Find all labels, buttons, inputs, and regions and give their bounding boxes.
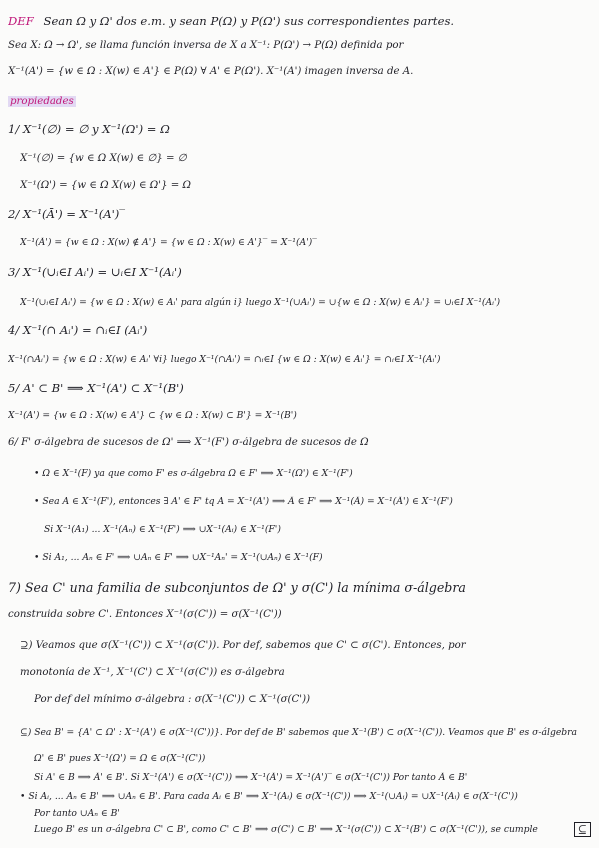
property-1: 1/ X⁻¹(∅) = ∅ y X⁻¹(Ω') = Ω bbox=[8, 122, 170, 136]
property-7-proof-c: Por def del mínimo σ-álgebra : σ(X⁻¹(C')) ⊂ X⁻¹(σ(C')) bbox=[34, 694, 311, 705]
definition-line-1 bbox=[8, 14, 593, 28]
property-2-proof: X⁻¹(Ā') = {w ∈ Ω : X(w) ∉ A'} = {w ∈ Ω : X(w) ∈ A'}‾ = X⁻¹(A')‾ bbox=[20, 237, 317, 248]
properties-heading bbox=[8, 96, 593, 107]
property-6: 6/ F' σ-álgebra de sucesos de Ω' ⟹ X⁻¹(F') σ-álgebra de sucesos de Ω bbox=[8, 437, 369, 448]
property-3: 3/ X⁻¹(∪ᵢ∈I Aᵢ') = ∪ᵢ∈I X⁻¹(Aᵢ') bbox=[8, 265, 182, 279]
property-4: 4/ X⁻¹(∩ Aᵢ') = ∩ᵢ∈I (Aᵢ') bbox=[8, 323, 148, 337]
qed-box-symbol: ⊆ bbox=[574, 822, 591, 837]
property-6-point-d: • Si A₁, ... Aₙ ∈ F' ⟹ ∪Aₙ ∈ F' ⟹ ∪X⁻¹Aₙ' = X⁻¹(∪Aₙ) ∈ X⁻¹(F) bbox=[34, 552, 323, 563]
property-6-point-a: • Ω ∈ X⁻¹(F) ya que como F' es σ-álgebra Ω ∈ F' ⟹ X⁻¹(Ω') ∈ X⁻¹(F') bbox=[34, 468, 353, 479]
property-7-proof-a: ⊇) Veamos que σ(X⁻¹(C')) ⊂ X⁻¹(σ(C')). Por def, sabemos que C' ⊂ σ(C'). Entonces, por bbox=[20, 640, 466, 651]
property-1-proof-a: X⁻¹(∅) = {w ∈ Ω X(w) ∈ ∅} = ∅ bbox=[20, 153, 187, 164]
definition-line-3: X⁻¹(A') = {w ∈ Ω : X(w) ∈ A'} ∈ P(Ω) ∀ A' ∈ P(Ω'). X⁻¹(A') imagen inversa de A. bbox=[8, 66, 414, 77]
property-7-proof-d: ⊆) Sea B' = {A' ⊂ Ω' : X⁻¹(A') ∈ σ(X⁻¹(C'))}. Por def de B' sabemos que X⁻¹(B') ⊂ σ(X⁻¹(C')). Veamos que B' es σ-álgebra bbox=[20, 727, 578, 738]
properties-heading-text: propiedades bbox=[10, 96, 74, 107]
property-7-proof-h: Por tanto ∪Aₙ ∈ B' bbox=[34, 808, 120, 819]
property-7-proof-b: monotonía de X⁻¹, X⁻¹(C') ⊂ X⁻¹(σ(C')) es σ-álgebra bbox=[20, 667, 285, 678]
property-7-proof-g: • Si Aᵢ, ... Aₙ ∈ B' ⟹ ∪Aₙ ∈ B'. Para cada Aᵢ ∈ B' ⟹ X⁻¹(Aᵢ) ∈ σ(X⁻¹(C')) ⟹ X⁻¹(∪Aᵢ) = ∪X⁻¹(Aᵢ) ∈ σ(X⁻¹(C')) bbox=[20, 791, 518, 802]
property-4-proof: X⁻¹(∩Aᵢ') = {w ∈ Ω : X(w) ∈ Aᵢ' ∀i} luego X⁻¹(∩Aᵢ') = ∩ᵢ∈I {w ∈ Ω : X(w) ∈ Aᵢ'} = ∩ᵢ∈I X⁻¹(Aᵢ') bbox=[8, 354, 441, 365]
definition-line-2: Sea X: Ω → Ω', se llama función inversa de X a X⁻¹: P(Ω') → P(Ω) definida por bbox=[8, 40, 404, 51]
property-1-proof-b: X⁻¹(Ω') = {w ∈ Ω X(w) ∈ Ω'} = Ω bbox=[20, 180, 191, 191]
property-5-proof: X⁻¹(A') = {w ∈ Ω : X(w) ∈ A'} ⊂ {w ∈ Ω : X(w) ⊂ B'} = X⁻¹(B') bbox=[8, 410, 297, 421]
property-2: 2/ X⁻¹(Ā') = X⁻¹(A')‾ bbox=[8, 207, 126, 221]
property-7-conclusion: Luego B' es un σ-álgebra C' ⊂ B', como C' ⊂ B' ⟹ σ(C') ⊂ B' ⟹ X⁻¹(σ(C')) ⊂ X⁻¹(B') ⊂ σ(X⁻¹(C')), se cumple bbox=[34, 824, 538, 835]
property-6-point-b: • Sea A ∈ X⁻¹(F'), entonces ∃ A' ∈ F' tq A = X⁻¹(A') ⟹ Ā ∈ F' ⟹ X⁻¹(Ā) = X⁻¹(Ā') ∈ X⁻¹(F') bbox=[34, 496, 453, 507]
property-6-point-c: Si X⁻¹(A₁) ... X⁻¹(Aₙ) ∈ X⁻¹(F') ⟹ ∪X⁻¹(Aᵢ) ∈ X⁻¹(F') bbox=[44, 524, 281, 535]
def-heading: DEF bbox=[8, 14, 34, 28]
property-7: 7) Sea C' una familia de subconjuntos de Ω' y σ(C') la mínima σ-álgebra bbox=[8, 580, 466, 595]
def-text: Sean Ω y Ω' dos e.m. y sean P(Ω) y P(Ω') sus correspondientes partes. bbox=[43, 14, 455, 28]
qed-box bbox=[572, 822, 591, 837]
property-3-proof: X⁻¹(∪ᵢ∈I Aᵢ') = {w ∈ Ω : X(w) ∈ Aᵢ' para algún i} luego X⁻¹(∪Aᵢ') = ∪{w ∈ Ω : X(w) ∈ Aᵢ'} = ∪ᵢ∈I X⁻¹(Aᵢ') bbox=[20, 297, 501, 308]
property-7-proof-e: Ω' ∈ B' pues X⁻¹(Ω') = Ω ∈ σ(X⁻¹(C')) bbox=[34, 753, 206, 764]
property-5: 5/ A' ⊂ B' ⟹ X⁻¹(A') ⊂ X⁻¹(B') bbox=[8, 381, 184, 395]
property-7-proof-f: Si A' ∈ B ⟹ Ā' ∈ B'. Si X⁻¹(A') ∈ σ(X⁻¹(C')) ⟹ X⁻¹(Ā') = X⁻¹(A')‾ ∈ σ(X⁻¹(C')) Por tanto Ā ∈ B' bbox=[34, 772, 468, 783]
property-7-line-2: construida sobre C'. Entonces X⁻¹(σ(C')) = σ(X⁻¹(C')) bbox=[8, 609, 282, 620]
